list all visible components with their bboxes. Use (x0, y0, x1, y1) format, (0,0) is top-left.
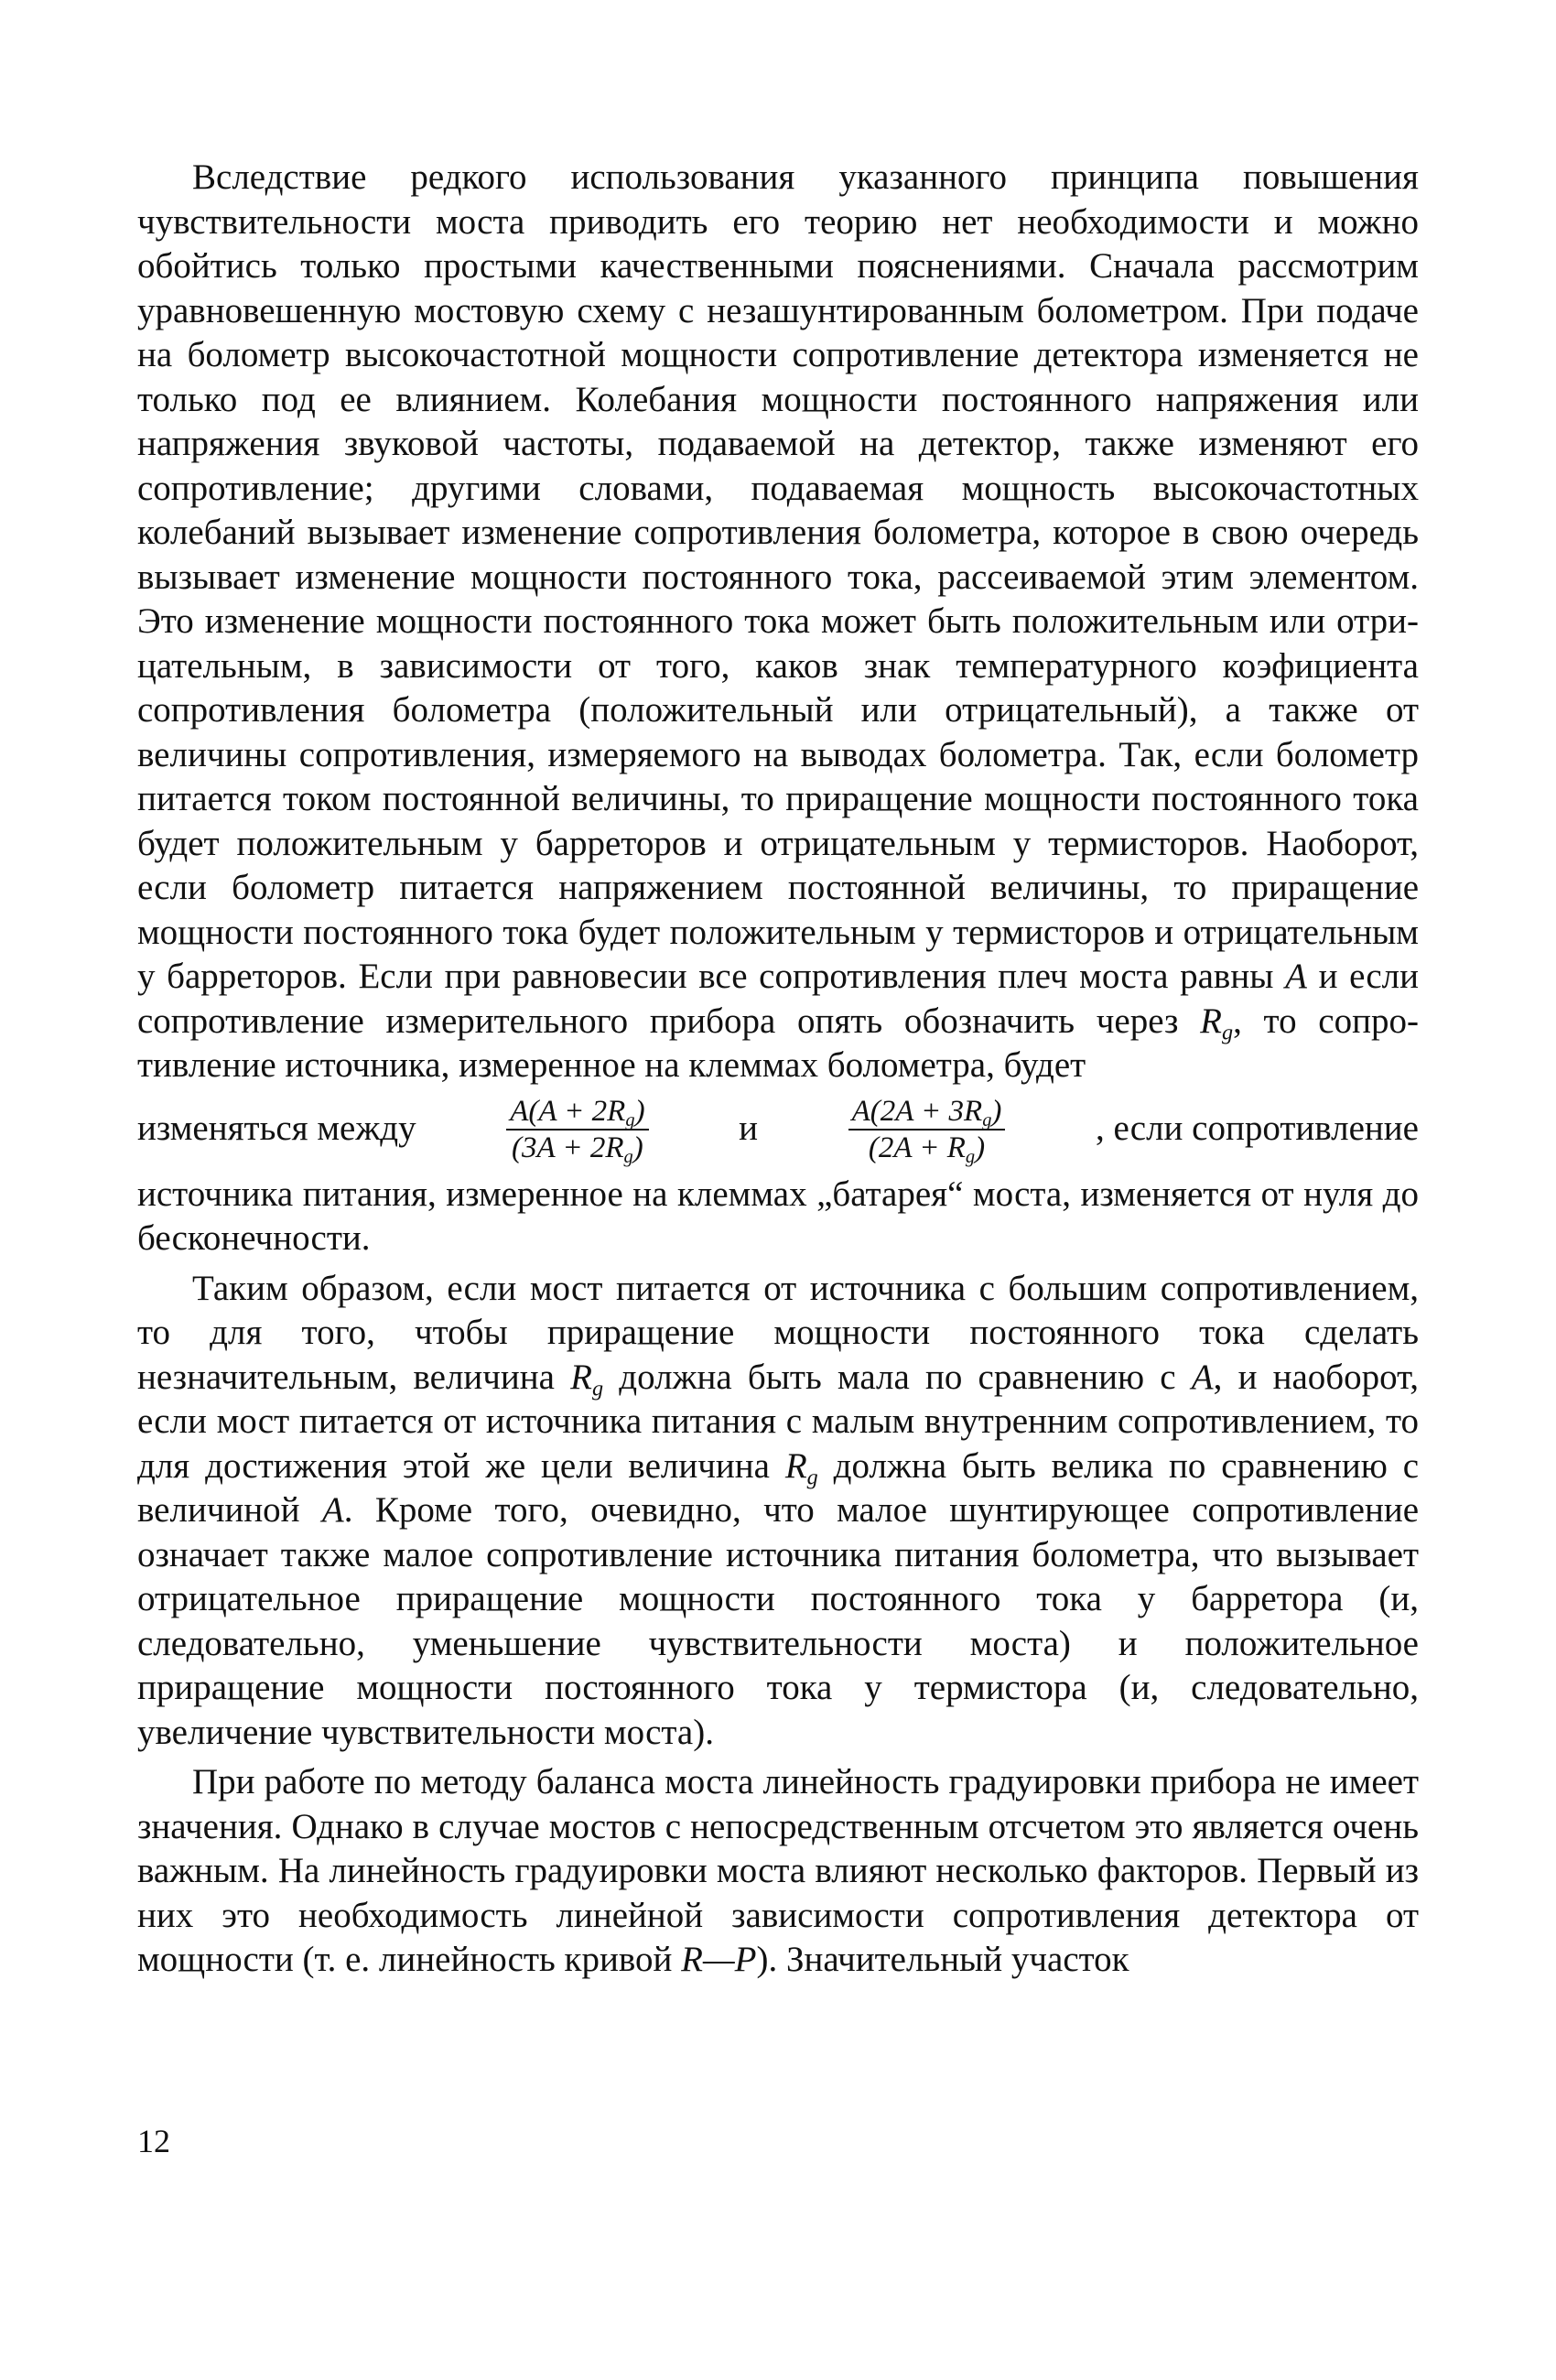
paragraph-1-continuation: источника питания, измеренное на клеммах „батарея“ моста, изменяется от нуля до бесконечности. (137, 1174, 1419, 1258)
paragraph-3-text-b: ). Значительный участок (756, 1940, 1129, 1979)
fraction-2-denominator: $(2A + R_g)$ (868, 1130, 986, 1167)
paragraph-1-text-b: и если сопротивление измерительного прибора опять обозначить через (137, 957, 1420, 1041)
page-number: 12 (137, 2123, 170, 2159)
paragraph-2-text-b: должна быть мала по сравнению с (619, 1357, 1176, 1397)
paragraph-3-text-a: При работе по методу баланса моста линейность градуировки прибора не имеет значения. Однако в случае мостов с непосредственным отсчетом это является очень важным. На линейность градуировки моста влияют несколько факторов. Первый из них это необходимость линейной зависимости сопротивления детектора от мощности (т. е. линейность кривой (137, 1762, 1419, 1979)
paragraph-1-text-c: , то сопротивление источника, измеренное на клеммах болометра, будет (137, 1001, 1419, 1085)
fraction-1-denominator: $(3A + 2R_g)$ (512, 1130, 643, 1167)
variable-a: A (321, 1490, 344, 1530)
paragraph-1-text-a: Вследствие редкого использования указанного принципа повышения чувствительности моста приводить его теорию нет необходимости и можно обойтись только простыми качественными пояснениями. Сначала рассмотрим уравновешенную мостовую схему с незашунтированным болометром. При подаче на болометр высокочастотной мощности сопротивление детектора изменяется не только под ее влиянием. Колебания мощности постоянного напряжения или напряжения звуковой частоты, подаваемой на детектор, также изменяют его сопротивление; другими словами, подаваемая мощность высокочастотных колебаний вызывает изменение сопротивления болометра, которое в свою очередь вызывает изменение мощности постоянного тока, рассеиваемой этим элементом. Это изменение мощности постоянного тока может быть положительным или отрицательным, в зависимости от того, каков знак температурного коэфициента сопротивления болометра (положительный или отрицательный), а также от величины сопротивления, измеряемого на выводах болометра. Так, если болометр питается током постоянной величины, то приращение мощности постоянного тока будет положительным у барреторов и отрицательным у термисторов. Наоборот, если болометр питается напряжением постоянной величины, то приращение мощности постоянного тока будет положительным у термисторов и отрицательным у барреторов. Если при равновесии все сопротивления плеч моста равны (137, 157, 1419, 996)
formula-prefix: изменяться между (137, 1109, 416, 1149)
paragraph-2-text-d: должна быть велика по сравнению с величиной (137, 1445, 1420, 1530)
paragraph-3 (137, 1760, 1419, 1983)
variable-a: A (1285, 957, 1307, 996)
page-body (137, 156, 1419, 1983)
fraction-2-numerator: $A(2A + 3R_g)$ (848, 1094, 1006, 1130)
fraction-1-numerator: $A(A + 2R_g)$ (506, 1094, 648, 1130)
paragraph-2-text-e: . Кроме того, очевидно, что малое шунтирующее сопротивление означает также малое сопротивление источника питания болометра, что вызывает отрицательное приращение мощности постоянного тока у барретора (и, следовательно, уменьшение чувствительности моста) и положительное приращение мощности постоянного тока у термистора (и, следовательно, увеличение чувствительности моста). (137, 1490, 1420, 1752)
paragraph-1 (137, 156, 1419, 1088)
paragraph-2-text-c: , и наоборот, если мост питается от источника питания с малым внутренним сопротивлением, то для достижения этой же цели величина (137, 1357, 1419, 1486)
variable-rg: $R_g$ (1200, 1001, 1234, 1044)
fraction-1 (506, 1094, 648, 1165)
fraction-2 (848, 1094, 1006, 1165)
paragraph-2-text-a: Таким образом, если мост питается от источника с большим сопротивлением, то для того, чтобы приращение мощности постоянного тока сделать незначительным, величина (137, 1268, 1419, 1397)
variable-rg: $R_g$ (784, 1445, 818, 1489)
paragraph-2 (137, 1267, 1419, 1756)
formula-suffix: , если сопротивление (1095, 1109, 1419, 1149)
variable-rg: $R_g$ (570, 1357, 604, 1401)
formula-line (137, 1094, 1419, 1165)
variable-a: A (1191, 1357, 1214, 1397)
formula-and: и (739, 1109, 758, 1149)
curve-r-p: R—P (681, 1940, 757, 1979)
